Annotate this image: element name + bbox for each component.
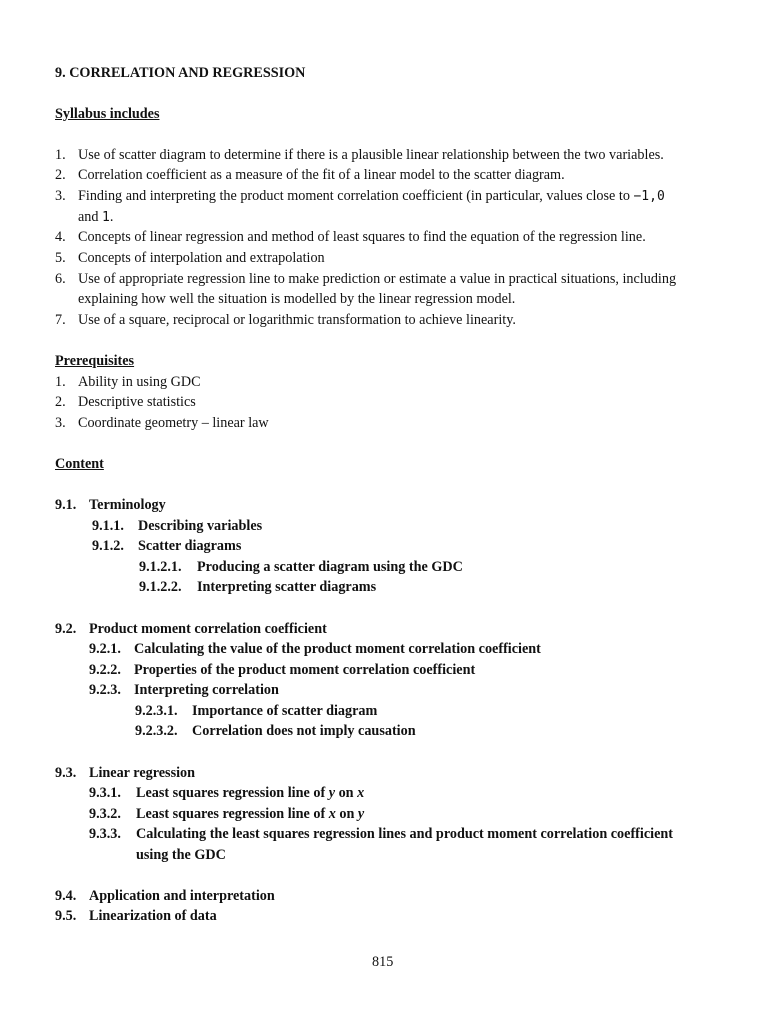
toc-entry-9-1 — [55, 496, 166, 514]
math-variable: y — [328, 785, 336, 801]
section-number: 9.1.2. — [92, 538, 124, 554]
toc-entry-9-2-2 — [89, 661, 475, 679]
item-number: 5. — [55, 250, 66, 266]
item-number: 1. — [55, 147, 66, 163]
section-title: Linear regression — [89, 765, 196, 781]
item-text: Concepts of interpolation and extrapolation — [78, 250, 325, 266]
section-title: Properties of the product moment correlation coefficient — [134, 662, 476, 678]
page-number: 815 — [372, 954, 394, 970]
item-text: Finding and interpreting the product moment correlation coefficient (in particular, values close to — [78, 188, 634, 204]
toc-entry-9-1-2-2 — [139, 578, 376, 596]
syllabus-item-continuation — [78, 290, 515, 308]
item-number: 6. — [55, 271, 66, 287]
section-number: 9.3. — [55, 765, 77, 781]
section-number: 9.3.3. — [89, 826, 121, 842]
syllabus-heading: Syllabus includes — [55, 106, 160, 122]
section-number: 9.2.1. — [89, 641, 121, 657]
item-text: explaining how well the situation is modelled by the linear regression model. — [78, 291, 516, 307]
item-text: . — [109, 209, 114, 225]
section-number: 9.2.2. — [89, 662, 121, 678]
section-title: Interpreting correlation — [134, 682, 279, 698]
page-title: 9. CORRELATION AND REGRESSION — [55, 65, 306, 81]
section-title: Least squares regression line of — [136, 785, 329, 801]
math-variable: y — [357, 806, 365, 822]
section-number: 9.4. — [55, 888, 77, 904]
toc-entry-9-2-1 — [89, 640, 541, 658]
content-heading: Content — [55, 456, 104, 472]
toc-entry-9-2-3-1 — [135, 702, 377, 720]
section-title: Calculating the value of the product moment correlation coefficient — [134, 641, 541, 657]
toc-entry-9-3-3 — [89, 825, 673, 843]
syllabus-item — [55, 270, 676, 288]
item-text: and — [78, 209, 103, 225]
toc-entry-9-2 — [55, 620, 327, 638]
syllabus-item — [55, 228, 646, 246]
item-text: Coordinate geometry – linear law — [78, 415, 269, 431]
item-number: 3. — [55, 415, 66, 431]
syllabus-item — [55, 249, 325, 267]
section-title: Application and interpretation — [89, 888, 275, 904]
item-number: 2. — [55, 167, 66, 183]
section-title: Terminology — [89, 497, 166, 513]
prerequisites-heading: Prerequisites — [55, 353, 135, 369]
section-title: Product moment correlation coefficient — [89, 621, 327, 637]
toc-entry-9-1-2 — [92, 537, 241, 555]
item-number: 2. — [55, 394, 66, 410]
section-title: Interpreting scatter diagrams — [197, 579, 377, 595]
section-number: 9.1.2.1. — [139, 559, 182, 575]
item-text: Use of a square, reciprocal or logarithmic transformation to achieve linearity. — [78, 312, 516, 328]
math-variable: x — [357, 785, 365, 801]
item-text: Use of appropriate regression line to make prediction or estimate a value in practical situations, including — [78, 271, 677, 287]
syllabus-item — [55, 311, 516, 329]
section-title: Scatter diagrams — [138, 538, 242, 554]
toc-entry-9-3 — [55, 764, 195, 782]
section-title: Least squares regression line of — [136, 806, 329, 822]
section-number: 9.5. — [55, 908, 77, 924]
section-title: Linearization of data — [89, 908, 217, 924]
toc-entry-9-3-2 — [89, 805, 364, 823]
section-number: 9.2.3.1. — [135, 703, 178, 719]
toc-entry-9-2-3 — [89, 681, 279, 699]
section-number: 9.3.2. — [89, 806, 121, 822]
section-number: 9.1.2.2. — [139, 579, 182, 595]
item-number: 7. — [55, 312, 66, 328]
section-title: on — [335, 806, 358, 822]
section-number: 9.2.3. — [89, 682, 121, 698]
section-title: using the GDC — [136, 847, 226, 863]
prerequisite-item — [55, 414, 269, 432]
item-text: Correlation coefficient as a measure of the fit of a linear model to the scatter diagram. — [78, 167, 565, 183]
section-number: 9.2.3.2. — [135, 723, 178, 739]
item-text: Ability in using GDC — [78, 374, 201, 390]
math-value: 1 — [102, 210, 110, 225]
item-number: 4. — [55, 229, 66, 245]
item-text: Concepts of linear regression and method of least squares to find the equation of the regression line. — [78, 229, 646, 245]
section-number: 9.1. — [55, 497, 77, 513]
section-title: Producing a scatter diagram using the GDC — [197, 559, 463, 575]
toc-entry-9-2-3-2 — [135, 722, 416, 740]
math-values: −1,0 — [633, 189, 665, 204]
syllabus-item-continuation — [78, 208, 113, 227]
toc-entry-9-1-1 — [92, 517, 262, 535]
toc-entry-9-5 — [55, 907, 217, 925]
prerequisite-item — [55, 373, 201, 391]
syllabus-item — [55, 146, 664, 164]
prerequisite-item — [55, 393, 196, 411]
section-title: Correlation does not imply causation — [192, 723, 416, 739]
section-title: on — [335, 785, 358, 801]
item-text: Descriptive statistics — [78, 394, 196, 410]
section-number: 9.1.1. — [92, 518, 124, 534]
item-number: 3. — [55, 188, 66, 204]
math-variable: x — [328, 806, 336, 822]
toc-entry-9-1-2-1 — [139, 558, 463, 576]
item-number: 1. — [55, 374, 66, 390]
section-title: Importance of scatter diagram — [192, 703, 378, 719]
section-title: Calculating the least squares regression lines and product moment correlation coefficient — [136, 826, 673, 842]
toc-entry-continuation — [136, 846, 226, 864]
syllabus-item — [55, 187, 665, 206]
syllabus-item — [55, 166, 565, 184]
toc-entry-9-4 — [55, 887, 275, 905]
section-number: 9.2. — [55, 621, 77, 637]
item-text: Use of scatter diagram to determine if there is a plausible linear relationship between the two variables. — [78, 147, 664, 163]
section-title: Describing variables — [138, 518, 263, 534]
toc-entry-9-3-1 — [89, 784, 364, 802]
section-number: 9.3.1. — [89, 785, 121, 801]
